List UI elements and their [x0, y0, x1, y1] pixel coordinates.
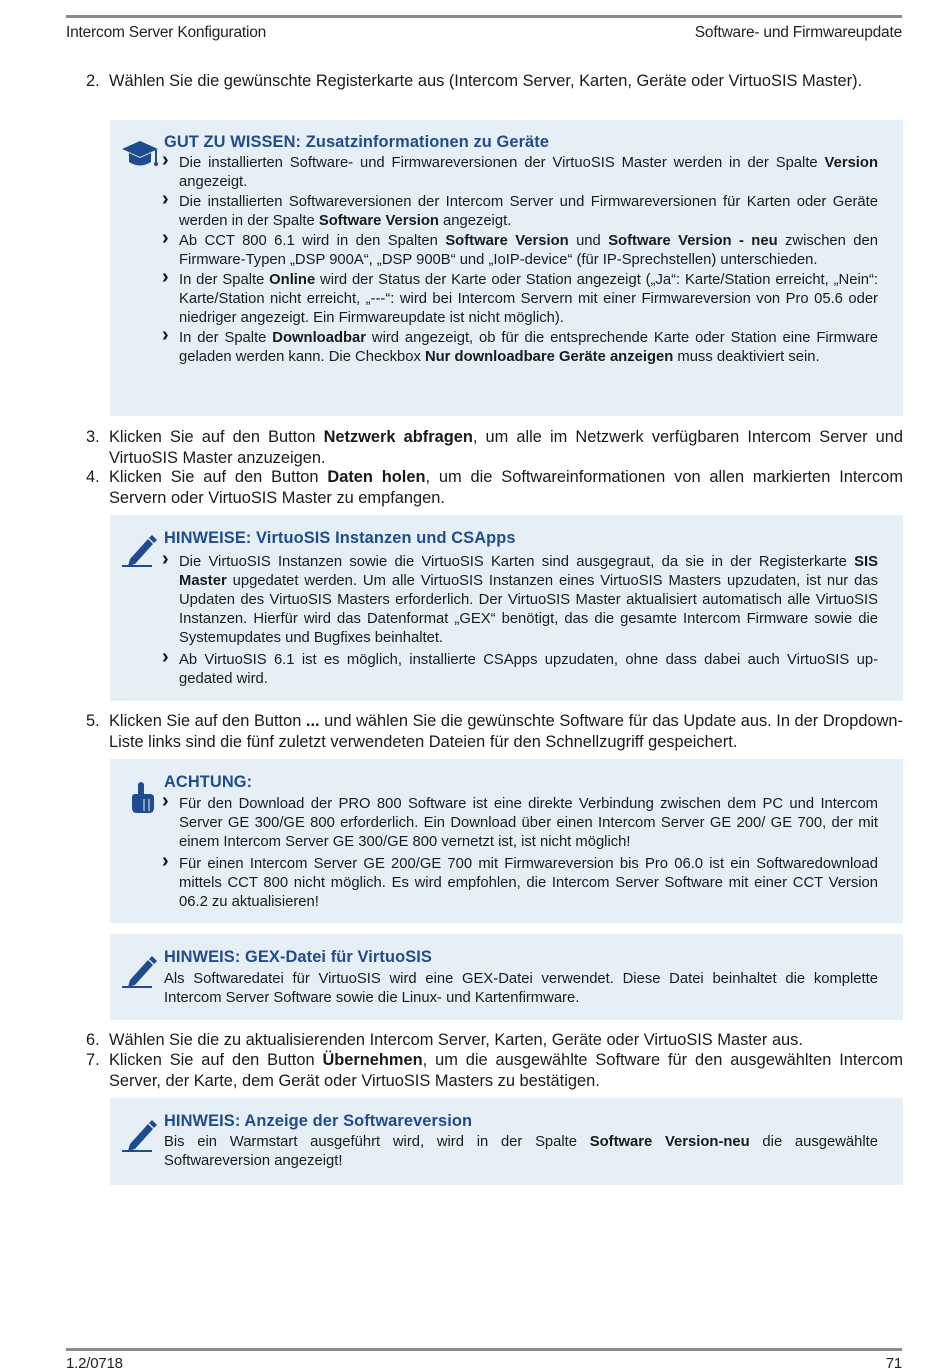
- box-body: [164, 795, 878, 912]
- step-4: [86, 467, 903, 508]
- page-header: [66, 15, 902, 48]
- step-5: [86, 711, 903, 752]
- step-number: 2.: [86, 72, 100, 90]
- step-number: 6.: [86, 1031, 100, 1049]
- box-body: [164, 970, 878, 1008]
- step-number: 3.: [86, 428, 100, 446]
- header-left: Intercom Server Konfiguration: [66, 24, 267, 41]
- bullet-item: › Für den Download der PRO 800 Software ist eine direkte Verbindung zwischen dem PC und Intercom Server GE 300/GE 800 erforderlich. Ein Download über einen Intercom Server GE 200/ GE 700, der mit einem Intercom Server GE 300/GE 800 vernetzt ist, ist nicht möglich!: [164, 795, 878, 852]
- note-box-softwareversion: [110, 1098, 903, 1185]
- note-box-gex-datei: [110, 934, 903, 1020]
- box-title: ACHTUNG:: [164, 773, 253, 791]
- step-number: 4.: [86, 468, 100, 486]
- header-right: Software- und Firmwareupdate: [694, 24, 902, 41]
- step-number: 5.: [86, 712, 100, 730]
- pencil-icon: [120, 1118, 160, 1152]
- note-box-virtuosis-instanzen: [110, 515, 903, 701]
- footer-version: 1.2/0718: [66, 1355, 123, 1372]
- bullet-item: › Die VirtuoSIS Instanzen sowie die VirtuoSIS Karten sind ausgegraut, da sie in der Registerkarte SIS Master upgedatet werden. Um alle VirtuoSIS Instanzen eines VirtuoSIS Masters upzudaten, ist nur das Updaten des VirtuoSIS Masters erforderlich. Der VirtuoSIS Master aktualisiert automatisch alle VirtuoSIS Instanzen. Hierfür wird das Datenformat „GEX“ benötigt, das die gesamte Intercom Firmware sowie die Systemupdates und Bugfixes beinhaltet.: [164, 553, 878, 648]
- pencil-icon: [120, 533, 160, 567]
- box-body: [164, 553, 878, 689]
- step-text: Klicken Sie auf den Button Übernehmen, um die ausgewählte Software für den ausgewählten Intercom Server, der Karte, dem Gerät oder VirtuoSIS Masters zu bestätigen.: [109, 1051, 903, 1090]
- box-title: HINWEIS: GEX-Datei für VirtuoSIS: [164, 948, 432, 966]
- box-body: [164, 154, 878, 367]
- box-title: HINWEIS: Anzeige der Softwareversion: [164, 1112, 473, 1130]
- bullet-item: › Ab VirtuoSIS 6.1 ist es möglich, installierte CSApps upzudaten, ohne dass dabei auch VirtuoSIS upgedated wird.: [164, 651, 878, 689]
- box-title: GUT ZU WISSEN: Zusatzinformationen zu Geräte: [164, 133, 550, 151]
- pencil-icon: [120, 954, 160, 988]
- bullet-item: › Die installierten Softwareversionen der Intercom Server und Firmwareversionen für Karten oder Geräte werden in der Spalte Software Version angezeigt.: [164, 193, 878, 231]
- step-7: [86, 1050, 903, 1091]
- graduation-cap-icon: [120, 138, 160, 172]
- box-body: [164, 1133, 878, 1171]
- step-2: [86, 71, 903, 92]
- bullet-item: › Für einen Intercom Server GE 200/GE 700 mit Firmwareversion bis Pro 06.0 ist ein Softwaredownload mittels CCT 800 nicht möglich. Es wird empfohlen, die Intercom Server Software mit einer CCT Version 06.2 zu aktualisieren!: [164, 855, 878, 912]
- box-title: HINWEISE: VirtuoSIS Instanzen und CSApps: [164, 529, 516, 547]
- step-text: Wählen Sie die gewünschte Registerkarte aus (Intercom Server, Karten, Geräte oder VirtuoSIS Master).: [109, 72, 863, 90]
- box-text: Bis ein Warmstart ausgeführt wird, wird in der Spalte Software Version-neu die ausgewählte Softwareversion angezeigt!: [164, 1134, 878, 1169]
- step-text: Klicken Sie auf den Button Daten holen, um die Softwareinformationen von allen markierten Intercom Servern oder VirtuoSIS Master zu empfangen.: [109, 468, 903, 507]
- warning-box-achtung: [110, 759, 903, 923]
- bullet-item: › Ab CCT 800 6.1 wird in den Spalten Software Version und Software Version - neu zwischen den Firmware-Typen „DSP 900A“, „DSP 900B“ und „IoIP-device“ (für IP-Sprechstellen) unterschieden.: [164, 232, 878, 270]
- bullet-item: › In der Spalte Online wird der Status der Karte oder Station angezeigt („Ja“: Karte/Station erreicht, „Nein“: Karte/Station nicht erreicht, „---“: wird bei Intercom Servern mit einer Firmwareversion von Pro 05.6 oder niedriger angezeigt. Ein Firmwareupdate ist nicht möglich).: [164, 271, 878, 328]
- step-text: Klicken Sie auf den Button ... und wählen Sie die gewünschte Software für das Update aus. In der Dropdown-Liste links sind die fünf zuletzt verwendeten Dateien für den Schnellzugriff gespeichert.: [109, 712, 903, 751]
- bullet-item: › In der Spalte Downloadbar wird angezeigt, ob für die entsprechende Karte oder Station eine Firmware geladen werden kann. Die Checkbox Nur downloadbare Geräte anzeigen muss deaktiviert sein.: [164, 329, 878, 367]
- pointing-hand-icon: [120, 781, 160, 815]
- info-box-gut-zu-wissen: [110, 120, 903, 416]
- box-text: Als Softwaredatei für VirtuoSIS wird eine GEX-Datei verwendet. Diese Datei beinhaltet die komplette Intercom Server Software sowie die Linux- und Kartenfirmware.: [164, 971, 878, 1006]
- page-number: 71: [885, 1355, 902, 1372]
- step-text: Wählen Sie die zu aktualisierenden Intercom Server, Karten, Geräte oder VirtuoSIS Master aus.: [109, 1031, 803, 1049]
- bullet-item: › Die installierten Software- und Firmwareversionen der VirtuoSIS Master werden in der Spalte Version angezeigt.: [164, 154, 878, 192]
- page-footer: [66, 1348, 902, 1372]
- step-3: [86, 427, 903, 468]
- step-6: [86, 1030, 903, 1051]
- step-text: Klicken Sie auf den Button Netzwerk abfragen, um alle im Netzwerk verfügbaren Intercom Server und VirtuoSIS Master anzuzeigen.: [109, 428, 903, 467]
- step-number: 7.: [86, 1051, 100, 1069]
